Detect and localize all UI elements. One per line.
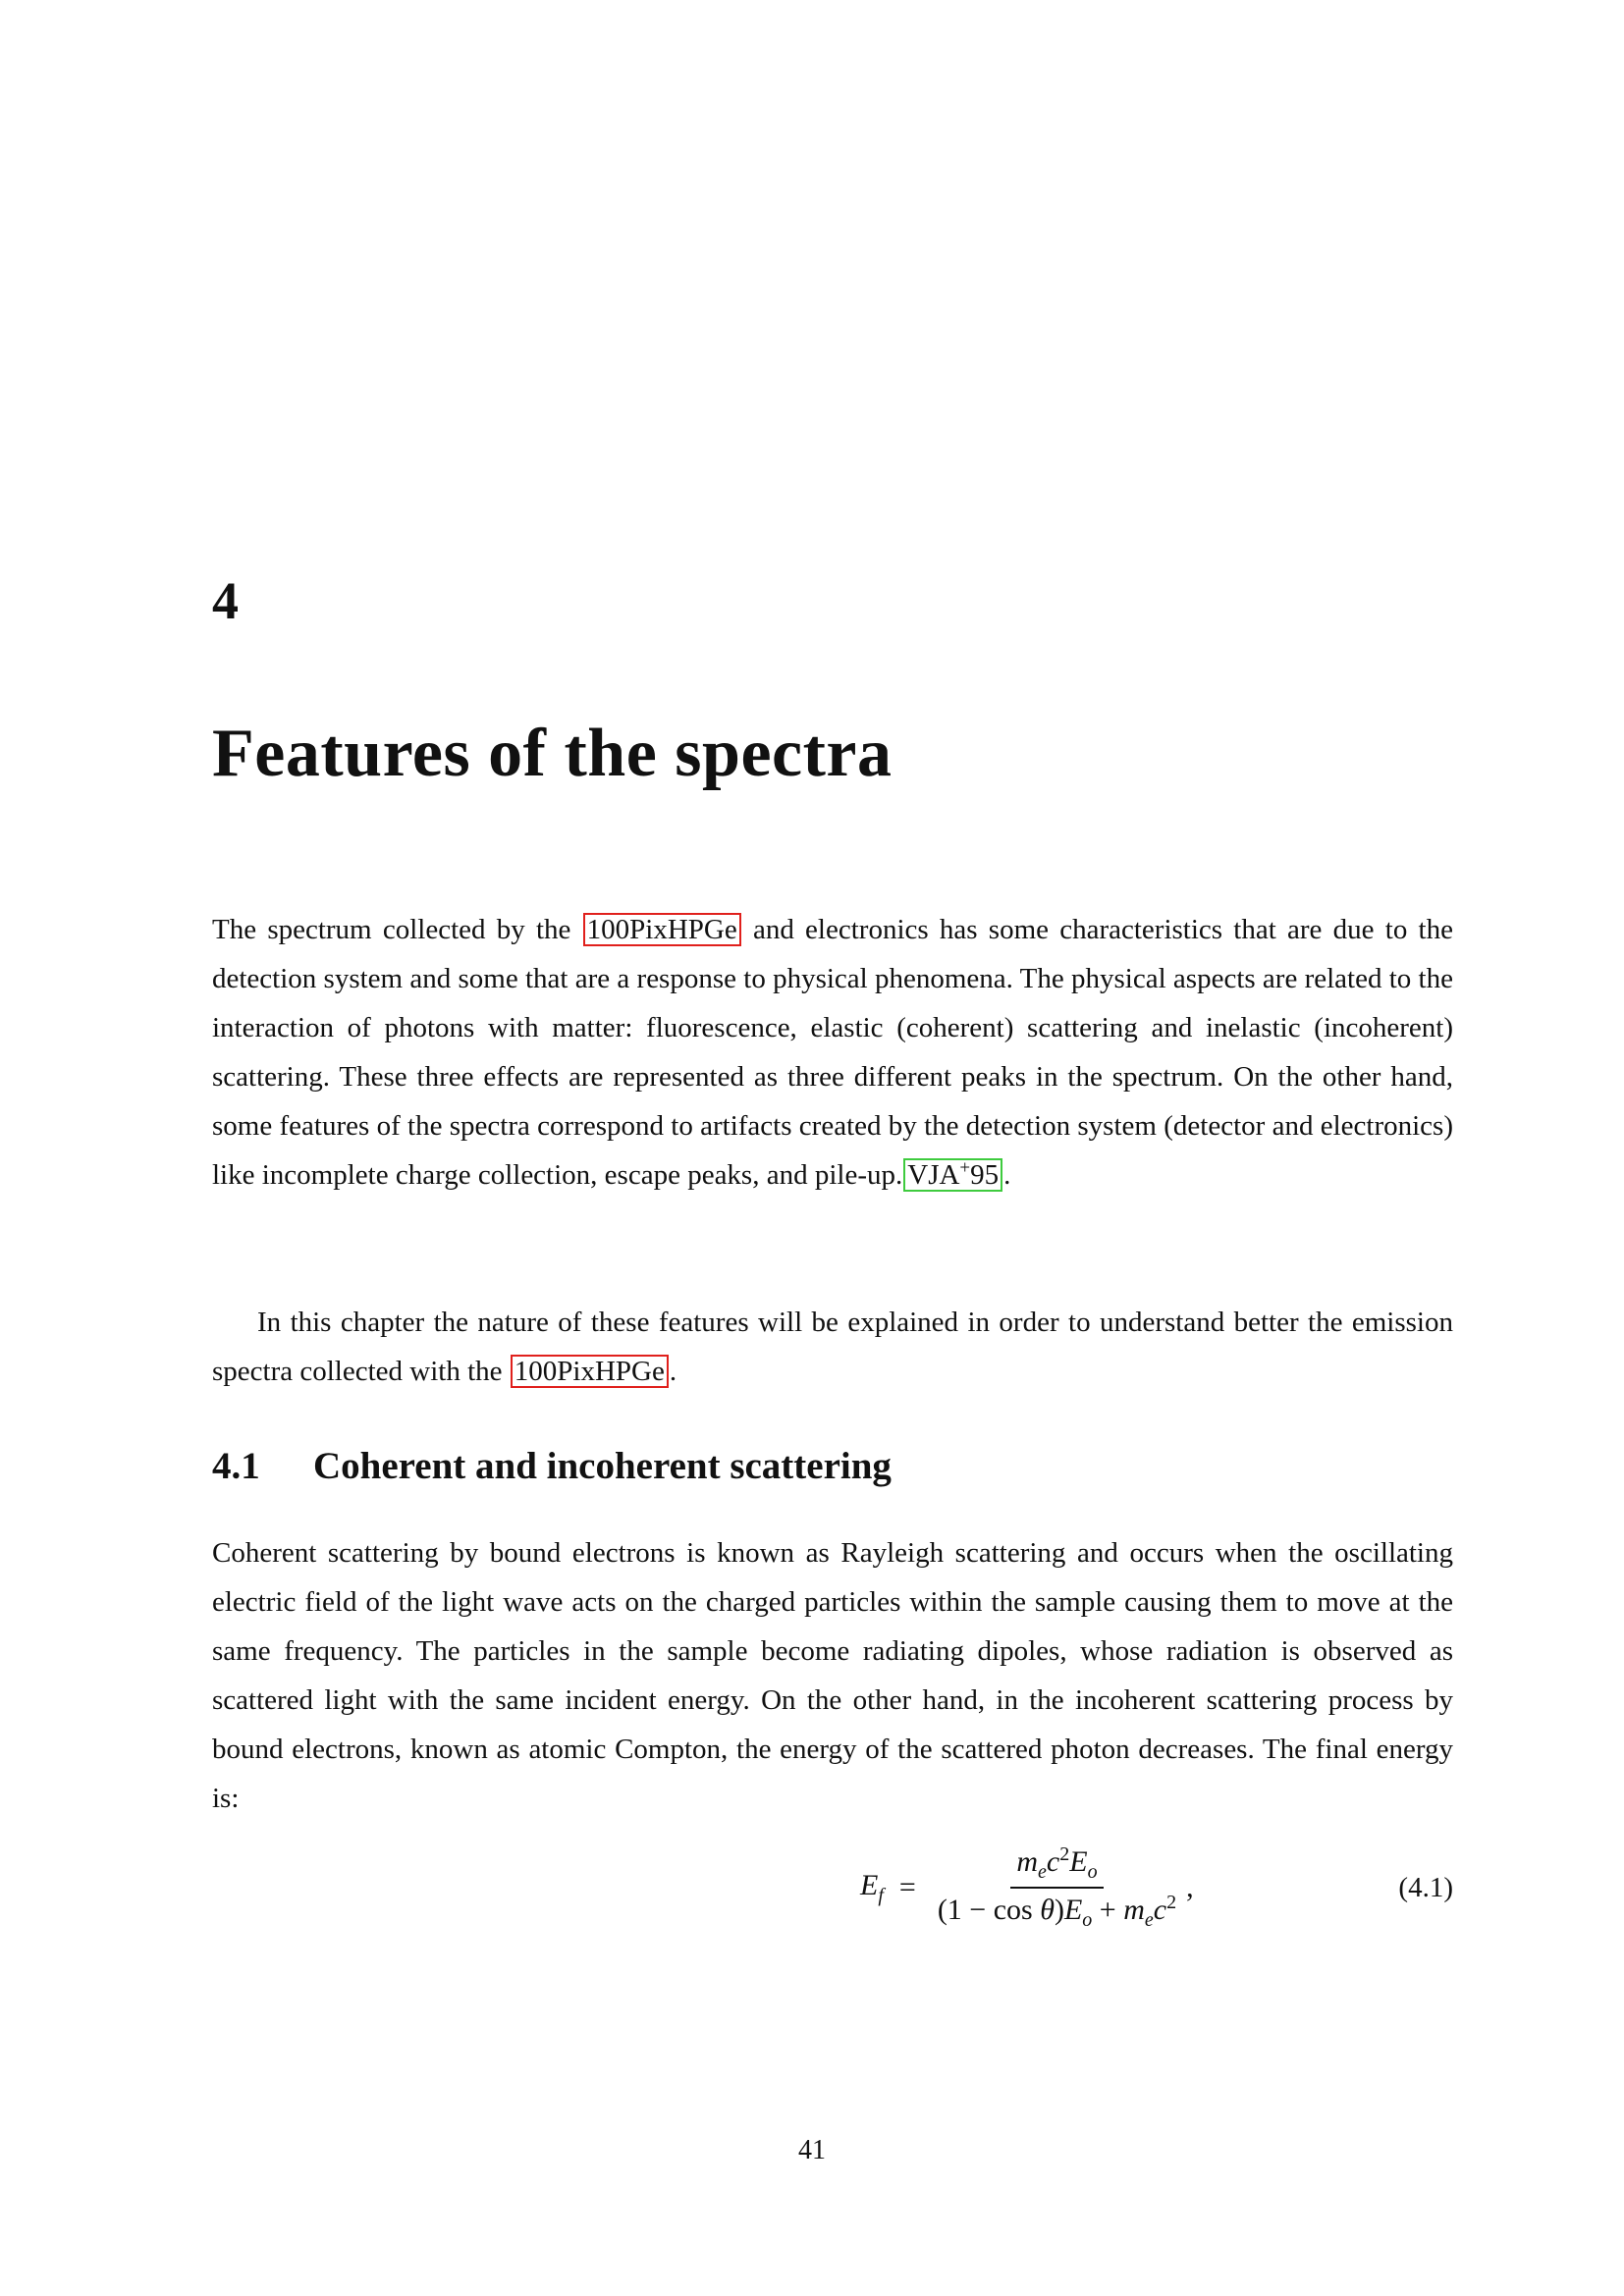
chapter-title: Features of the spectra bbox=[212, 716, 893, 791]
equation-body bbox=[860, 1843, 1194, 1932]
page-number: 41 bbox=[798, 2135, 826, 2165]
intro-p1-text-rest: and electronics has some characteristics that are due to the detection system and some that are a response to physical phenomena. The physical aspects are related to the interaction of photons with matter: fluorescence, elastic (coherent) scattering and inelastic (incoherent) scattering. These three effects are represented as three different peaks in the spectrum. On the other hand, some features of the spectra correspond to artifacts created by the detection system (detector and electronics) like incomplete charge collection, escape peaks, and pile-up. bbox=[212, 914, 1453, 1191]
den-E: E bbox=[1063, 1894, 1083, 1926]
equation-comma: , bbox=[1186, 1871, 1194, 1903]
den-m-sub: e bbox=[1144, 1909, 1154, 1931]
citation-superscript: + bbox=[959, 1157, 971, 1179]
glossary-link-100pixhpge[interactable]: 100PixHPGe bbox=[583, 913, 741, 946]
intro-p2-end: . bbox=[669, 1356, 677, 1387]
section-paragraph: Coherent scattering by bound electrons is known as Rayleigh scattering and occurs when the oscillating electric field of the light wave acts on the charged particles within the sample causing them to move at the same frequency. The particles in the sample become radiating dipoles, whose radiation is observed as scattered light with the same incident energy. On the other hand, in the incoherent scattering process by bound electrons, known as atomic Compton, the energy of the scattered photon decreases. The final energy is: bbox=[212, 1537, 1453, 1814]
equals-sign: = bbox=[898, 1871, 916, 1903]
den-m: m bbox=[1123, 1894, 1145, 1926]
intro-p1-text-start: The spectrum collected by the bbox=[212, 914, 582, 945]
equation-lhs bbox=[860, 1869, 884, 1907]
fraction-denominator bbox=[932, 1889, 1182, 1932]
den-E-sub: o bbox=[1082, 1909, 1093, 1931]
fraction-numerator bbox=[1010, 1843, 1103, 1889]
citation-year: 95 bbox=[970, 1159, 1000, 1191]
citation-link-vja95[interactable] bbox=[903, 1158, 1002, 1192]
equation-number: (4.1) bbox=[1398, 1871, 1453, 1903]
section-heading bbox=[212, 1447, 892, 1485]
citation-key: VJA bbox=[907, 1159, 960, 1191]
lhs-variable: E bbox=[860, 1868, 879, 1901]
section-number: 4.1 bbox=[212, 1445, 260, 1487]
den-plus: + bbox=[1092, 1894, 1124, 1926]
num-E: E bbox=[1069, 1845, 1088, 1878]
chapter-number: 4 bbox=[212, 571, 239, 630]
num-m-sub: e bbox=[1038, 1861, 1047, 1883]
equation-4-1 bbox=[212, 1843, 1453, 1932]
num-m: m bbox=[1016, 1845, 1039, 1878]
glossary-link-100pixhpge-2[interactable]: 100PixHPGe bbox=[511, 1355, 669, 1388]
den-c-sup: 2 bbox=[1166, 1892, 1177, 1913]
intro-p2-text: In this chapter the nature of these features will be explained in order to understand better the emission spectra collected with the bbox=[212, 1307, 1453, 1387]
den-open: (1 − cos bbox=[937, 1894, 1041, 1926]
intro-paragraph-1 bbox=[212, 905, 1453, 1200]
num-E-sub: o bbox=[1087, 1861, 1098, 1883]
lhs-subscript: f bbox=[878, 1884, 884, 1906]
num-c: c bbox=[1046, 1845, 1060, 1878]
den-close: ) bbox=[1054, 1894, 1064, 1926]
equation-fraction bbox=[932, 1843, 1182, 1932]
den-c: c bbox=[1153, 1894, 1167, 1926]
intro-paragraph-2 bbox=[212, 1298, 1453, 1396]
den-theta: θ bbox=[1040, 1894, 1055, 1926]
section-title: Coherent and incoherent scattering bbox=[313, 1445, 892, 1487]
num-c-sup: 2 bbox=[1059, 1843, 1070, 1865]
intro-p1-end: . bbox=[1003, 1159, 1011, 1191]
